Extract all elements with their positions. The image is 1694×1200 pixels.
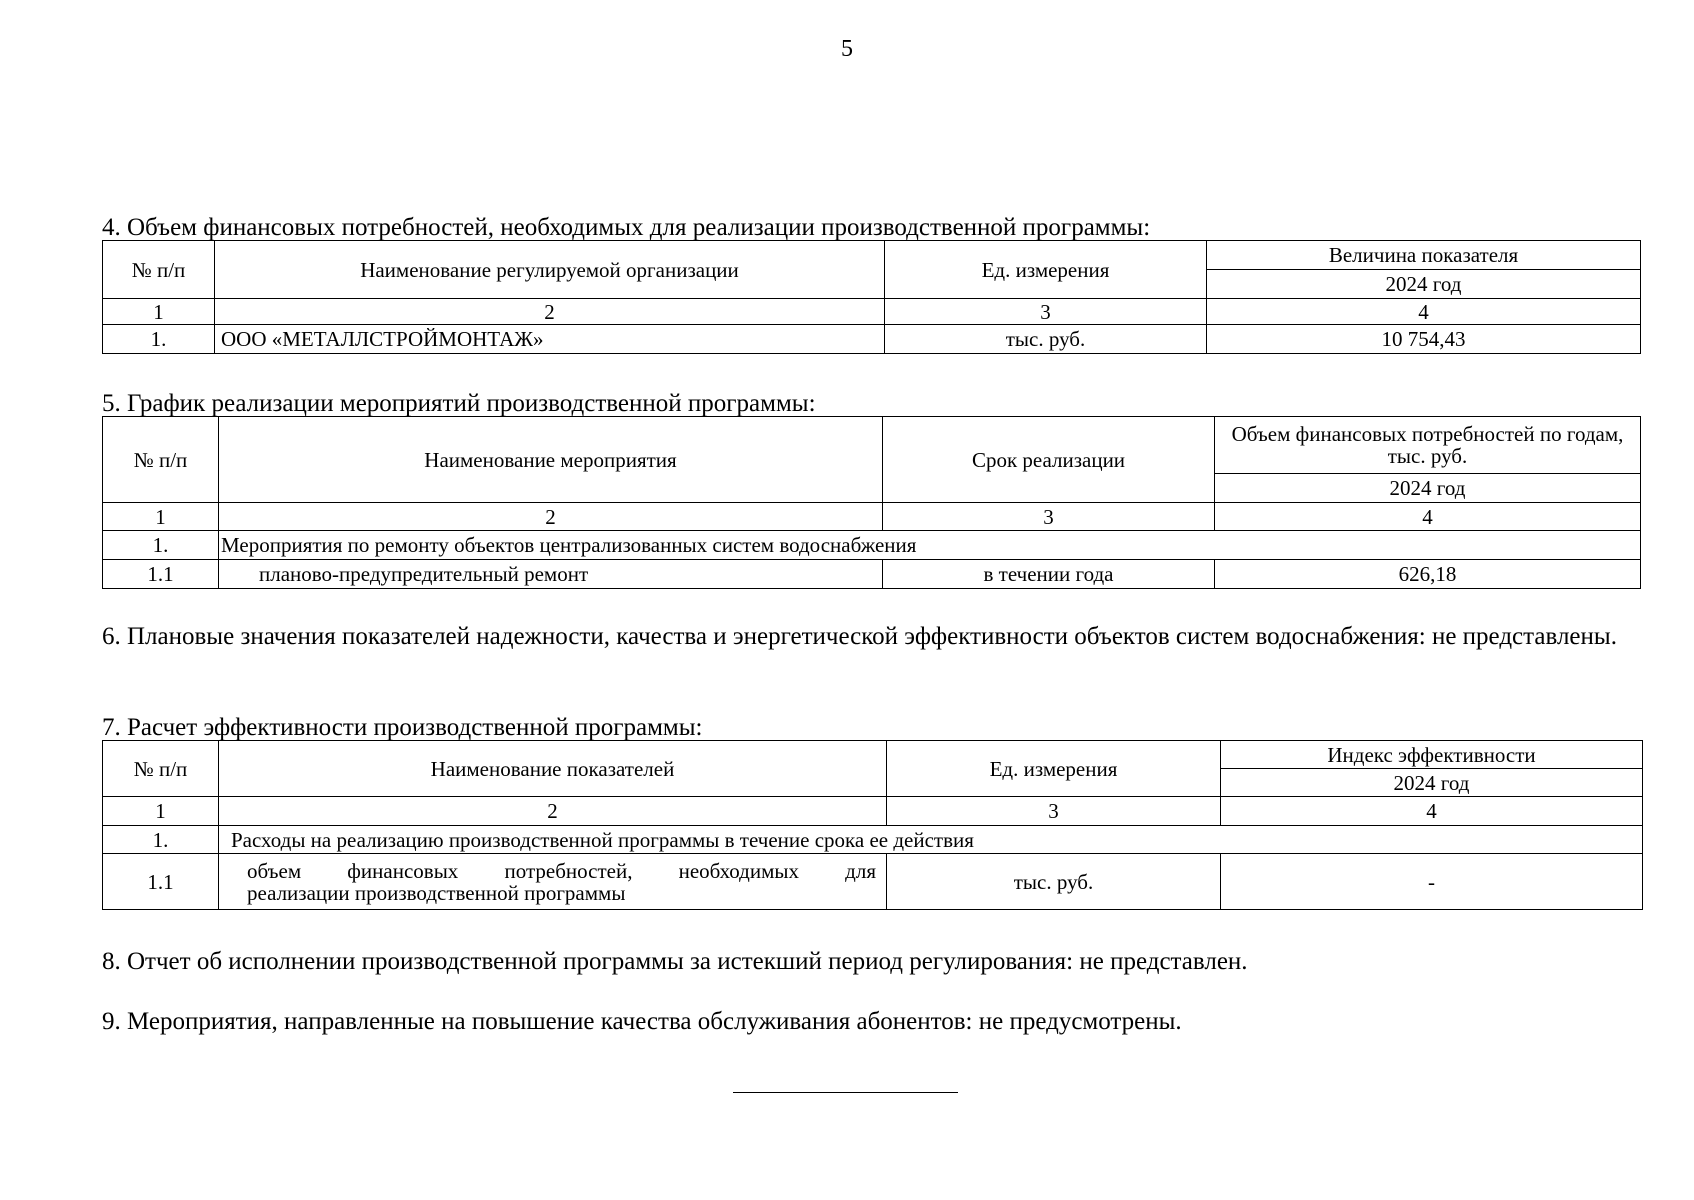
section-8-text: 8. Отчет об исполнении производственной программы за истекший период регулирования: не представлен. (102, 948, 1248, 975)
col-header-year: 2024 год (1221, 769, 1643, 797)
col-header-unit: Ед. измерения (885, 241, 1207, 299)
row-indicator-line-2: реализации производственной программы (247, 880, 626, 905)
table-index-row (103, 797, 1643, 826)
index-cell: 3 (885, 299, 1207, 325)
row-value: - (1221, 854, 1643, 910)
table-row (103, 560, 1641, 589)
row-indicator (219, 854, 887, 910)
row-activity: планово-предупредительный ремонт (219, 560, 883, 589)
index-cell: 3 (883, 503, 1215, 531)
table-group-row (103, 826, 1643, 854)
col-header-year: 2024 год (1215, 474, 1641, 503)
row-num: 1.1 (103, 560, 219, 589)
row-value: 626,18 (1215, 560, 1641, 589)
col-header-num: № п/п (103, 741, 219, 797)
efficiency-table (102, 740, 1643, 910)
row-num: 1.1 (103, 854, 219, 910)
col-header-value: Величина показателя (1207, 241, 1641, 270)
col-header-term: Срок реализации (883, 417, 1215, 503)
col-header-indicator: Наименование показателей (219, 741, 887, 797)
table-index-row (103, 299, 1641, 325)
section-9-text: 9. Мероприятия, направленные на повышение качества обслуживания абонентов: не предусмотрены. (102, 1008, 1182, 1035)
index-cell: 4 (1207, 299, 1641, 325)
row-unit: тыс. руб. (885, 325, 1207, 354)
col-header-year: 2024 год (1207, 270, 1641, 299)
row-value: 10 754,43 (1207, 325, 1641, 354)
section-7-heading: 7. Расчет эффективности производственной программы: (102, 714, 703, 741)
schedule-table (102, 416, 1641, 589)
index-cell: 4 (1215, 503, 1641, 531)
group-title: Мероприятия по ремонту объектов централизованных систем водоснабжения (219, 531, 1641, 560)
row-organization: ООО «МЕТАЛЛСТРОЙМОНТАЖ» (215, 325, 885, 354)
row-num: 1. (103, 325, 215, 354)
financial-needs-table (102, 240, 1641, 354)
closing-rule-divider (733, 1092, 958, 1093)
index-cell: 2 (219, 503, 883, 531)
section-5-heading: 5. График реализации мероприятий производственной программы: (102, 390, 816, 417)
index-cell: 1 (103, 503, 219, 531)
col-header-unit: Ед. измерения (887, 741, 1221, 797)
index-cell: 1 (103, 299, 215, 325)
table-index-row (103, 503, 1641, 531)
col-header-value: Индекс эффективности (1221, 741, 1643, 769)
index-cell: 1 (103, 797, 219, 826)
col-header-organization: Наименование регулируемой организации (215, 241, 885, 299)
row-term: в течении года (883, 560, 1215, 589)
group-num: 1. (103, 826, 219, 854)
index-cell: 3 (887, 797, 1221, 826)
group-title: Расходы на реализацию производственной программы в течение срока ее действия (219, 826, 1643, 854)
col-header-activity: Наименование мероприятия (219, 417, 883, 503)
index-cell: 2 (219, 797, 887, 826)
col-header-value: Объем финансовых потребностей по годам, тыс. руб. (1215, 417, 1641, 474)
table-row (103, 854, 1643, 910)
table-row (103, 325, 1641, 354)
page-number: 5 (841, 36, 853, 62)
row-unit: тыс. руб. (887, 854, 1221, 910)
index-cell: 4 (1221, 797, 1643, 826)
table-group-row (103, 531, 1641, 560)
index-cell: 2 (215, 299, 885, 325)
section-4-heading: 4. Объем финансовых потребностей, необходимых для реализации производственной программы: (102, 214, 1151, 241)
section-6-text: 6. Плановые значения показателей надежности, качества и энергетической эффективности объектов систем водоснабжения: не представлены. (102, 623, 1617, 650)
col-header-num: № п/п (103, 417, 219, 503)
group-num: 1. (103, 531, 219, 560)
row-indicator-line-1: объем финансовых потребностей, необходимых для (247, 858, 876, 883)
col-header-num: № п/п (103, 241, 215, 299)
